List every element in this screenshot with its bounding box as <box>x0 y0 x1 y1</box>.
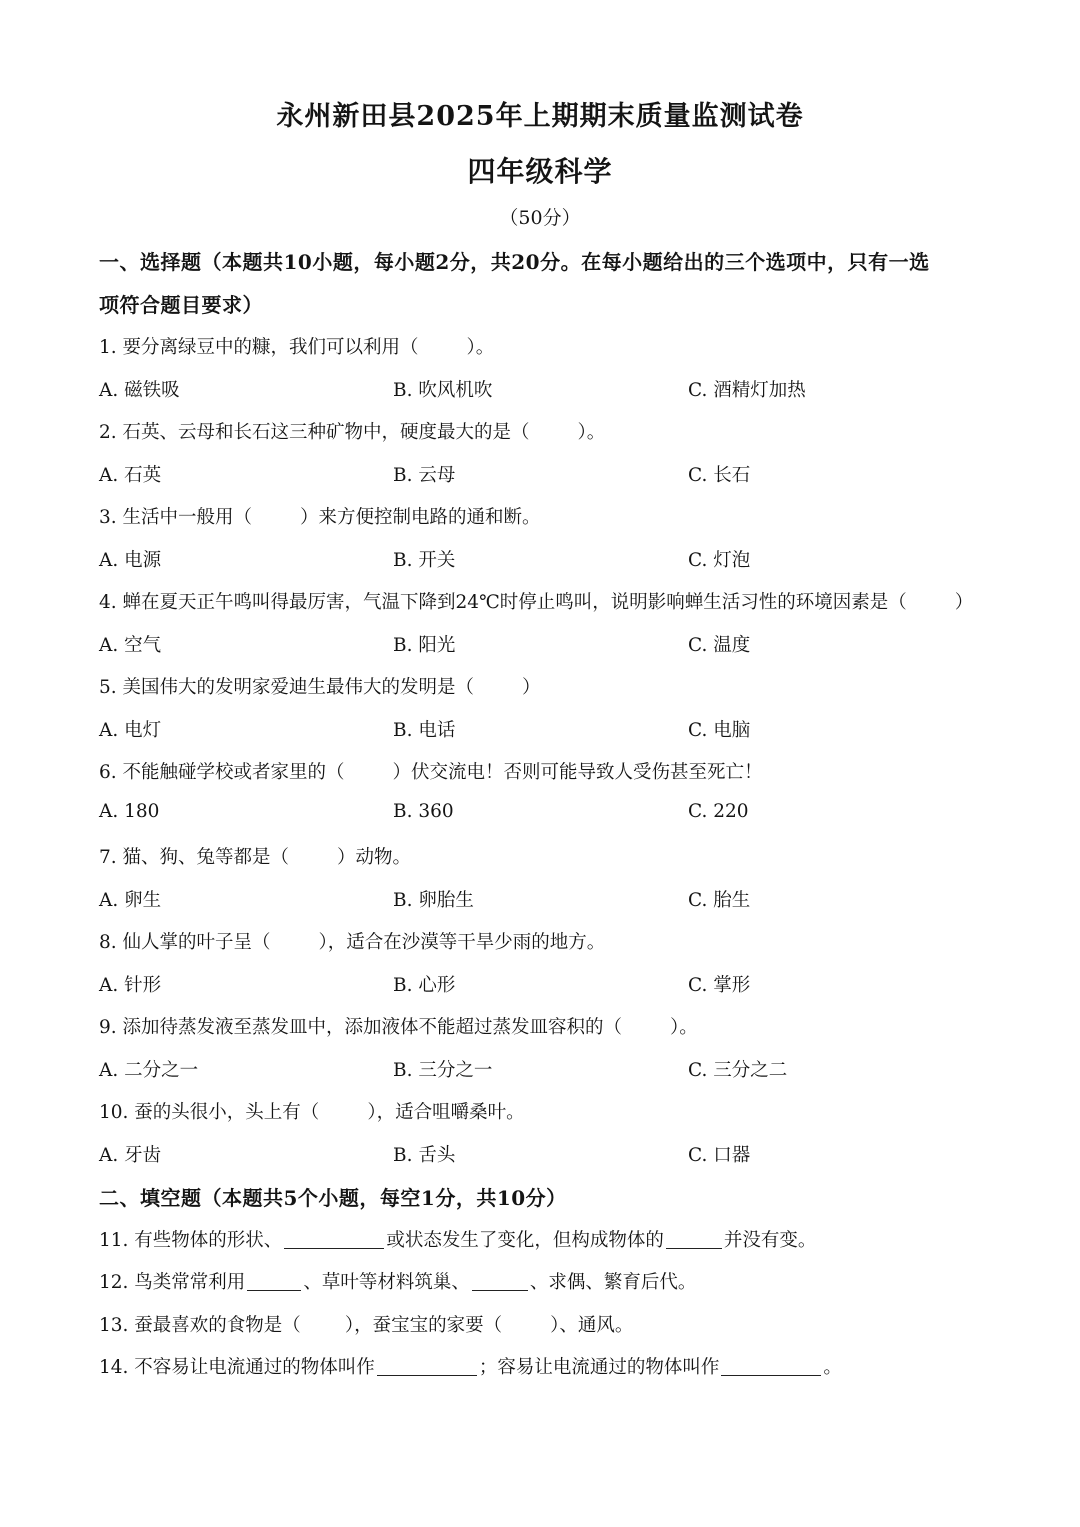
question-14: 14. 不容易让电流通过的物体叫作 ；容易让电流通过的物体叫作 。 <box>99 1357 842 1378</box>
q5-option-a: A. 电灯 <box>99 720 162 741</box>
answer-blank[interactable] <box>377 1357 477 1377</box>
q4-option-b: B. 阳光 <box>393 635 456 656</box>
q2-option-a: A. 石英 <box>99 465 162 486</box>
question-10: 10. 蚕的头很小，头上有（ ），适合咀嚼桑叶。 <box>99 1102 525 1123</box>
question-2: 2. 石英、云母和长石这三种矿物中，硬度最大的是（ ）。 <box>99 422 606 443</box>
question-5: 5. 美国伟大的发明家爱迪生最伟大的发明是（ ） <box>99 677 541 698</box>
q3-option-c: C. 灯泡 <box>688 550 751 571</box>
q2-option-b: B. 云母 <box>393 465 456 486</box>
q8-option-a: A. 针形 <box>99 975 162 996</box>
section1-heading-cont: 项符合题目要求） <box>99 293 263 317</box>
q1-option-b: B. 吹风机吹 <box>393 380 493 401</box>
q5-option-b: B. 电话 <box>393 720 456 741</box>
q4-option-a: A. 空气 <box>99 635 162 656</box>
exam-title: 永州新田县2025年上期期末质量监测试卷 <box>276 101 804 132</box>
q8-option-c: C. 掌形 <box>688 975 751 996</box>
question-4: 4. 蝉在夏天正午鸣叫得最厉害，气温下降到24℃时停止鸣叫，说明影响蝉生活习性的环境因素是（ ） <box>99 592 974 613</box>
q1-option-c: C. 酒精灯加热 <box>688 380 806 401</box>
answer-blank[interactable] <box>721 1357 821 1377</box>
answer-blank[interactable] <box>666 1230 722 1250</box>
exam-subtitle: 四年级科学 <box>467 155 613 188</box>
q9-option-b: B. 三分之一 <box>393 1060 493 1081</box>
q1-option-a: A. 磁铁吸 <box>99 380 180 401</box>
section1-heading: 一、选择题（本题共10小题，每小题2分，共20分。在每小题给出的三个选项中，只有一选 <box>99 250 930 274</box>
question-7: 7. 猫、狗、兔等都是（ ）动物。 <box>99 847 412 868</box>
q10-option-a: A. 牙齿 <box>99 1145 162 1166</box>
q6-option-a: A. 180 <box>99 801 160 822</box>
q6-option-c: C. 220 <box>688 801 749 822</box>
q8-option-b: B. 心形 <box>393 975 456 996</box>
q7-option-c: C. 胎生 <box>688 890 751 911</box>
question-6: 6. 不能触碰学校或者家里的（ ）伏交流电！否则可能导致人受伤甚至死亡！ <box>99 762 763 783</box>
question-8: 8. 仙人掌的叶子呈（ ），适合在沙漠等干旱少雨的地方。 <box>99 932 606 953</box>
q10-option-b: B. 舌头 <box>393 1145 456 1166</box>
q4-option-c: C. 温度 <box>688 635 751 656</box>
question-11: 11. 有些物体的形状、 或状态发生了变化，但构成物体的 并没有变。 <box>99 1230 817 1251</box>
question-3: 3. 生活中一般用（ ）来方便控制电路的通和断。 <box>99 507 541 528</box>
question-12: 12. 鸟类常常利用 、草叶等材料筑巢、 、求偶、繁育后代。 <box>99 1272 697 1293</box>
question-13: 13. 蚕最喜欢的食物是（ ），蚕宝宝的家要（ ）、通风。 <box>99 1315 634 1336</box>
section2-heading: 二、填空题（本题共5个小题，每空1分，共10分） <box>99 1186 567 1210</box>
q2-option-c: C. 长石 <box>688 465 751 486</box>
question-1: 1. 要分离绿豆中的糠，我们可以利用（ ）。 <box>99 337 495 358</box>
q7-option-a: A. 卵生 <box>99 890 162 911</box>
answer-blank[interactable] <box>472 1272 528 1292</box>
answer-blank[interactable] <box>284 1230 384 1250</box>
answer-blank[interactable] <box>247 1272 301 1292</box>
question-9: 9. 添加待蒸发液至蒸发皿中，添加液体不能超过蒸发皿容积的（ ）。 <box>99 1017 698 1038</box>
q3-option-a: A. 电源 <box>99 550 162 571</box>
q9-option-a: A. 二分之一 <box>99 1060 199 1081</box>
q5-option-c: C. 电脑 <box>688 720 751 741</box>
total-score: （50分） <box>499 207 581 229</box>
q6-option-b: B. 360 <box>393 801 454 822</box>
q3-option-b: B. 开关 <box>393 550 456 571</box>
q9-option-c: C. 三分之二 <box>688 1060 788 1081</box>
q7-option-b: B. 卵胎生 <box>393 890 474 911</box>
q10-option-c: C. 口器 <box>688 1145 751 1166</box>
